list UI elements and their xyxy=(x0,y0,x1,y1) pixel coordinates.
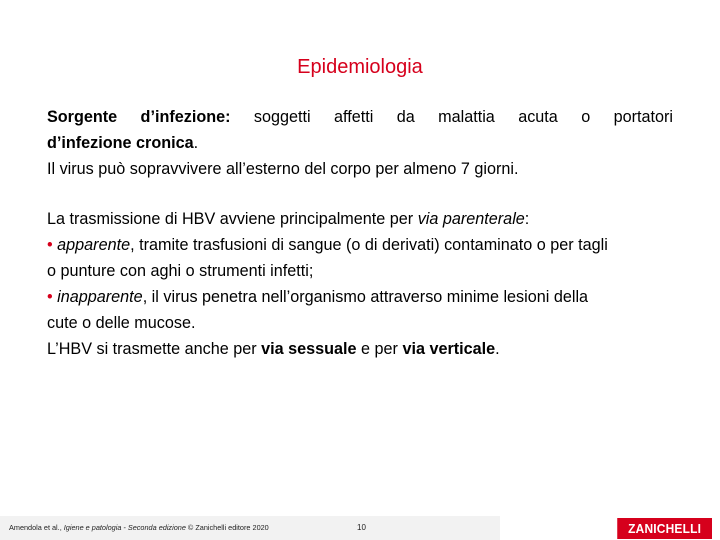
p1-period: . xyxy=(193,134,199,152)
p2-line-3: o punture con aghi o strumenti infetti; xyxy=(47,262,314,280)
p1-line-2 xyxy=(47,130,673,156)
p1-line-1 xyxy=(47,104,673,130)
paragraph-transmission xyxy=(47,206,673,362)
p1-source-label: Sorgente d’infezione: xyxy=(47,108,231,126)
p2-and: e per xyxy=(356,340,403,358)
bullet-icon: • xyxy=(47,236,53,254)
p2-colon: : xyxy=(524,210,530,228)
p2-vertical: via verticale xyxy=(402,340,496,358)
p2-parenteral: via parenterale xyxy=(417,210,525,228)
p2-sexual: via sessuale xyxy=(261,340,357,358)
footer-credit xyxy=(9,523,269,532)
credit-publisher: © Zanichelli editore 2020 xyxy=(185,523,269,532)
p1-line-3: Il virus può sopravvivere all’esterno del corpo per almeno 7 giorni. xyxy=(47,160,519,178)
slide-title: Epidemiologia xyxy=(297,56,423,78)
p2-end-period: . xyxy=(495,340,500,358)
paragraph-source xyxy=(47,104,673,182)
credit-authors: Amendola et al., xyxy=(9,523,64,532)
p2-also-text: L’HBV si trasmette anche per xyxy=(47,340,262,358)
p2-line-4 xyxy=(47,284,673,310)
p2-apparent-text: , tramite trasfusioni di sangue (o di derivati) contaminato o per tagli xyxy=(130,236,608,254)
p2-inapparent-text: , il virus penetra nell’organismo attraverso minime lesioni della xyxy=(142,288,589,306)
bullet-icon: • xyxy=(47,288,53,306)
publisher-logo: ZANICHELLI xyxy=(617,518,712,539)
slide-footer xyxy=(0,516,720,540)
p2-line-2 xyxy=(47,232,673,258)
p1-chronic-label: d’infezione cronica xyxy=(47,134,194,152)
p2-apparent: apparente xyxy=(57,236,131,254)
p2-inapparent: inapparente xyxy=(57,288,143,306)
footer-bar xyxy=(0,516,500,540)
p1-source-text: soggetti affetti da malattia acuta o portatori xyxy=(230,108,673,126)
credit-book: Igiene e patologia - Seconda edizione xyxy=(63,523,186,532)
p2-line-1 xyxy=(47,206,673,232)
page-number: 10 xyxy=(357,523,366,532)
p2-intro: La trasmissione di HBV avviene principalmente per xyxy=(47,210,418,228)
p2-line-6 xyxy=(47,336,673,362)
p2-line-5: cute o delle mucose. xyxy=(47,314,196,332)
